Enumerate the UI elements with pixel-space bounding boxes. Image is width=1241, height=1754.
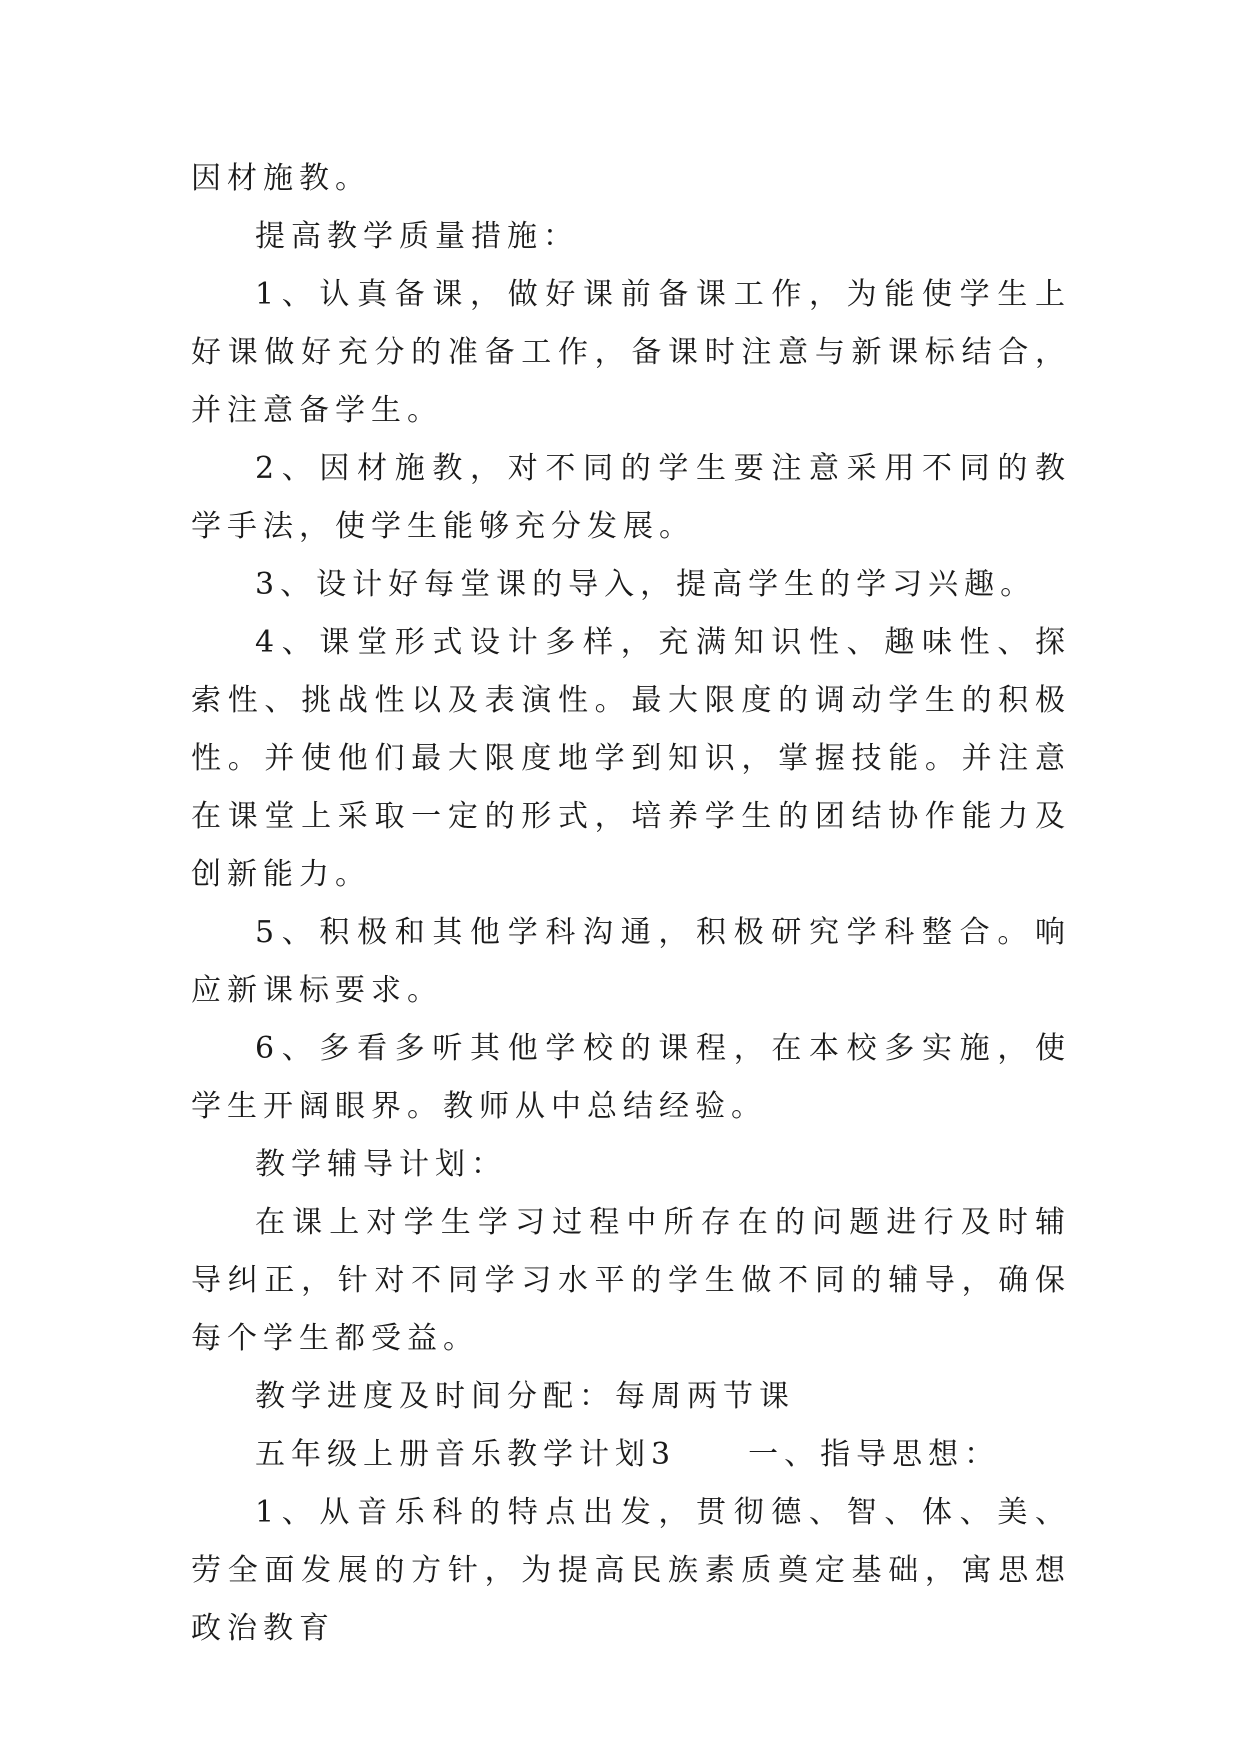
paragraph-8: 6、多看多听其他学校的课程，在本校多实施，使学生开阔眼界。教师从中总结经验。 (191, 1031, 1071, 1124)
paragraph-9: 教学辅导计划： (255, 1147, 507, 1182)
paragraph-2: 提高教学质量措施： (255, 219, 579, 254)
paragraph-4: 2、因材施教，对不同的学生要注意采用不同的教学手法，使学生能够充分发展。 (191, 451, 1071, 544)
paragraph-6: 4、课堂形式设计多样，充满知识性、趣味性、探索性、挑战性以及表演性。最大限度的调动学生的积极性。并使他们最大限度地学到知识，掌握技能。并注意在课堂上采取一定的形式，培养学生的团结协作能力及创新能力。 (191, 625, 1071, 892)
paragraph-5: 3、设计好每堂课的导入，提高学生的学习兴趣。 (255, 567, 1037, 602)
paragraph-13: 1、从音乐科的特点出发，贯彻德、智、体、美、劳全面发展的方针，为提高民族素质奠定基础，寓思想政治教育 (191, 1495, 1071, 1646)
paragraph-11: 教学进度及时间分配：每周两节课 (255, 1379, 795, 1414)
paragraph-7: 5、积极和其他学科沟通，积极研究学科整合。响应新课标要求。 (191, 915, 1071, 1008)
paragraph-3: 1、认真备课，做好课前备课工作，为能使学生上好课做好充分的准备工作，备课时注意与新课标结合，并注意备学生。 (191, 277, 1071, 428)
paragraph-10: 在课上对学生学习过程中所存在的问题进行及时辅导纠正，针对不同学习水平的学生做不同的辅导，确保每个学生都受益。 (191, 1205, 1071, 1356)
document-body (191, 150, 1071, 1658)
paragraph-12: 五年级上册音乐教学计划3 一、指导思想： (255, 1437, 1001, 1472)
paragraph-1: 因材施教。 (191, 161, 371, 196)
